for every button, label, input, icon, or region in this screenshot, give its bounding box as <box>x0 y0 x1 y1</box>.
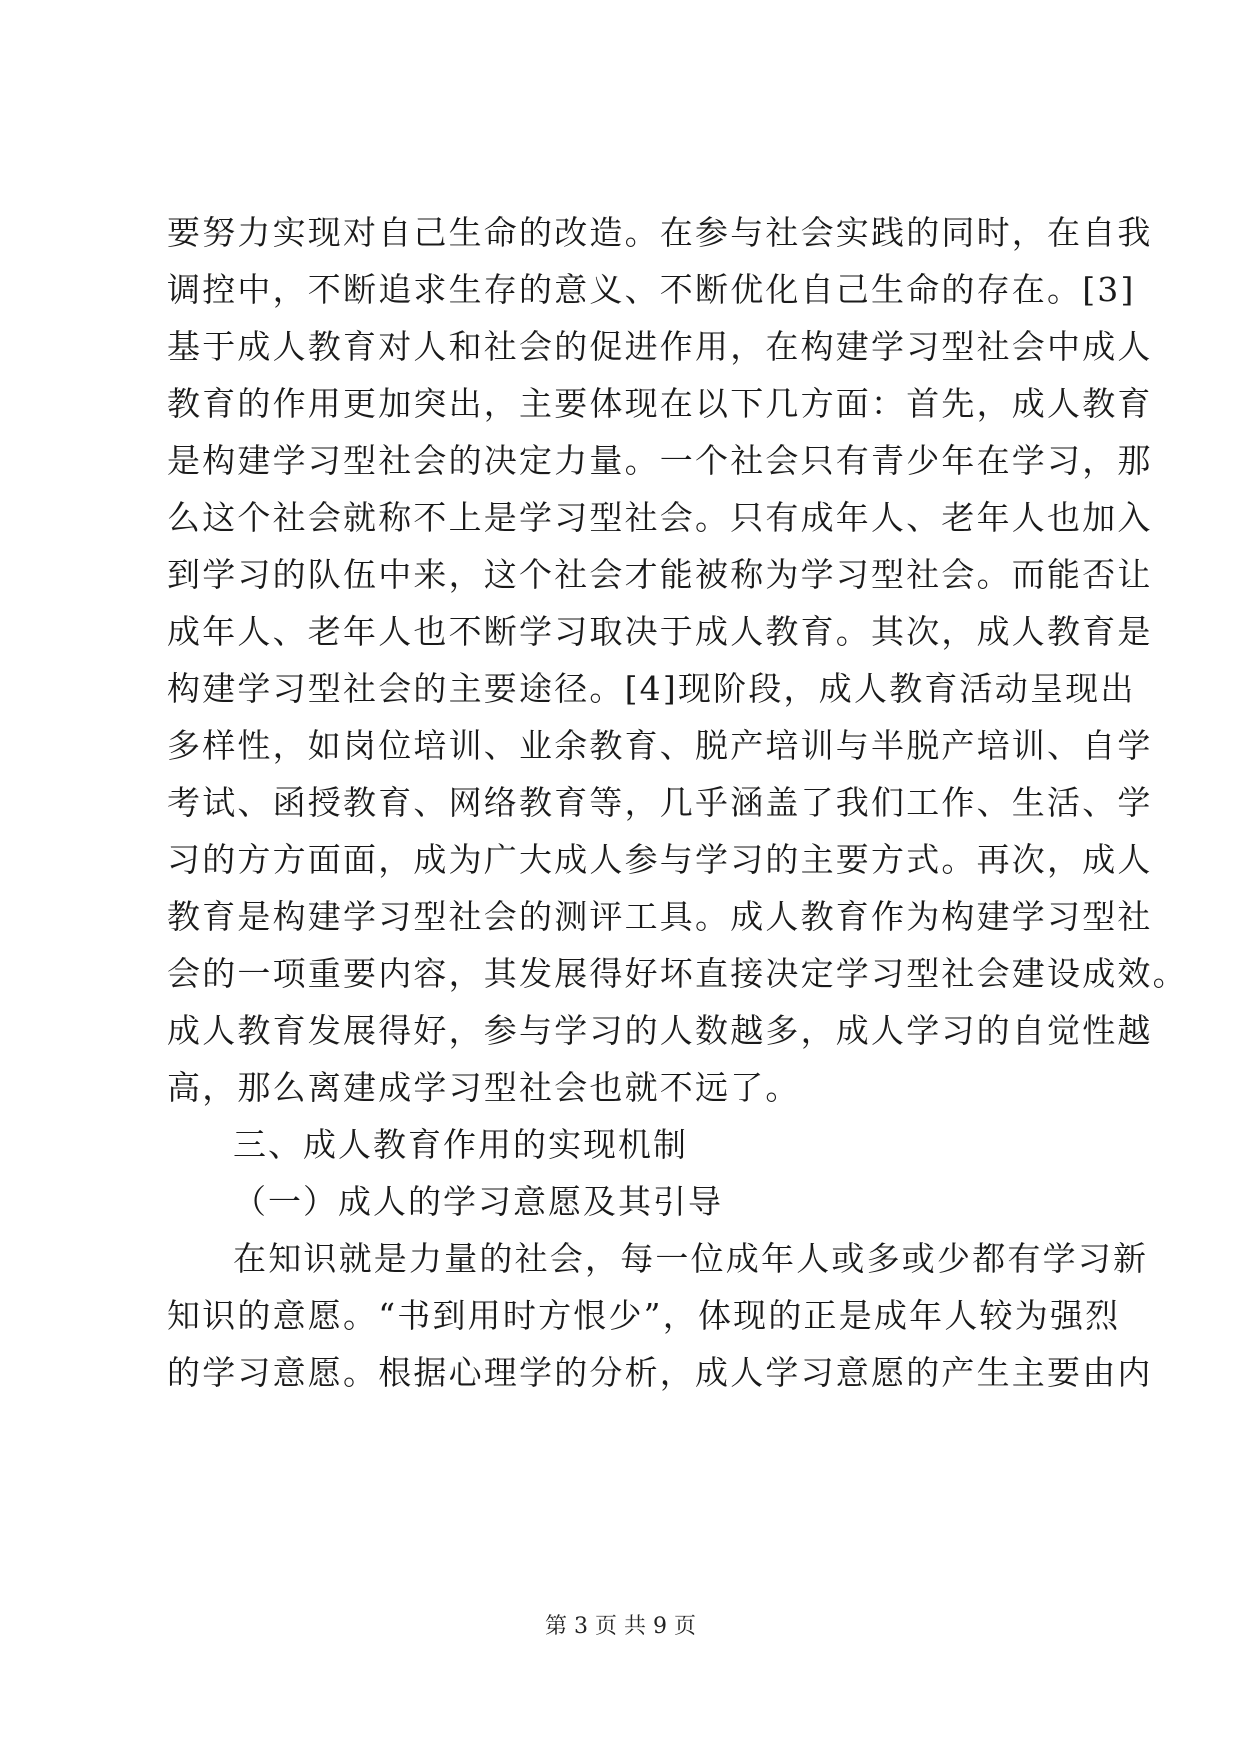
body-text-line: 知识的意愿。“书到用时方恨少”，体现的正是成年人较为强烈 <box>167 1296 1121 1335</box>
body-text-line: 教育的作用更加突出，主要体现在以下几方面：首先，成人教育 <box>167 384 1153 423</box>
body-text-line: 会的一项重要内容，其发展得好坏直接决定学习型社会建设成效。 <box>167 954 1188 993</box>
body-text-line: 习的方方面面，成为广大成人参与学习的主要方式。再次，成人 <box>167 840 1153 879</box>
body-text-line: 基于成人教育对人和社会的促进作用，在构建学习型社会中成人 <box>167 327 1153 366</box>
page-number-footer: 第 3 页 共 9 页 <box>545 1614 696 1639</box>
body-text-line: 是构建学习型社会的决定力量。一个社会只有青少年在学习，那 <box>167 441 1153 480</box>
body-text-line: 成年人、老年人也不断学习取决于成人教育。其次，成人教育是 <box>167 612 1153 651</box>
body-text-line: 多样性，如岗位培训、业余教育、脱产培训与半脱产培训、自学 <box>167 726 1153 765</box>
body-text-line: 考试、函授教育、网络教育等，几乎涵盖了我们工作、生活、学 <box>167 783 1153 822</box>
body-text-line: 教育是构建学习型社会的测评工具。成人教育作为构建学习型社 <box>167 897 1153 936</box>
subsection-heading: （一）成人的学习意愿及其引导 <box>233 1182 723 1221</box>
body-text-line: 高，那么离建成学习型社会也就不远了。 <box>167 1068 801 1107</box>
body-text-line: 到学习的队伍中来，这个社会才能被称为学习型社会。而能否让 <box>167 555 1153 594</box>
body-text-line: 么这个社会就称不上是学习型社会。只有成年人、老年人也加入 <box>167 498 1153 537</box>
body-text-line: 构建学习型社会的主要途径。[4]现阶段，成人教育活动呈现出 <box>167 669 1136 708</box>
section-heading: 三、成人教育作用的实现机制 <box>233 1125 688 1164</box>
body-text-line: 调控中，不断追求生存的意义、不断优化自己生命的存在。[3] <box>167 270 1136 309</box>
body-text-line: 成人教育发展得好，参与学习的人数越多，成人学习的自觉性越 <box>167 1011 1153 1050</box>
body-text-line: 要努力实现对自己生命的改造。在参与社会实践的同时，在自我 <box>167 213 1153 252</box>
body-text-line: 在知识就是力量的社会，每一位成年人或多或少都有学习新 <box>233 1239 1149 1278</box>
body-text-line: 的学习意愿。根据心理学的分析，成人学习意愿的产生主要由内 <box>167 1353 1153 1392</box>
